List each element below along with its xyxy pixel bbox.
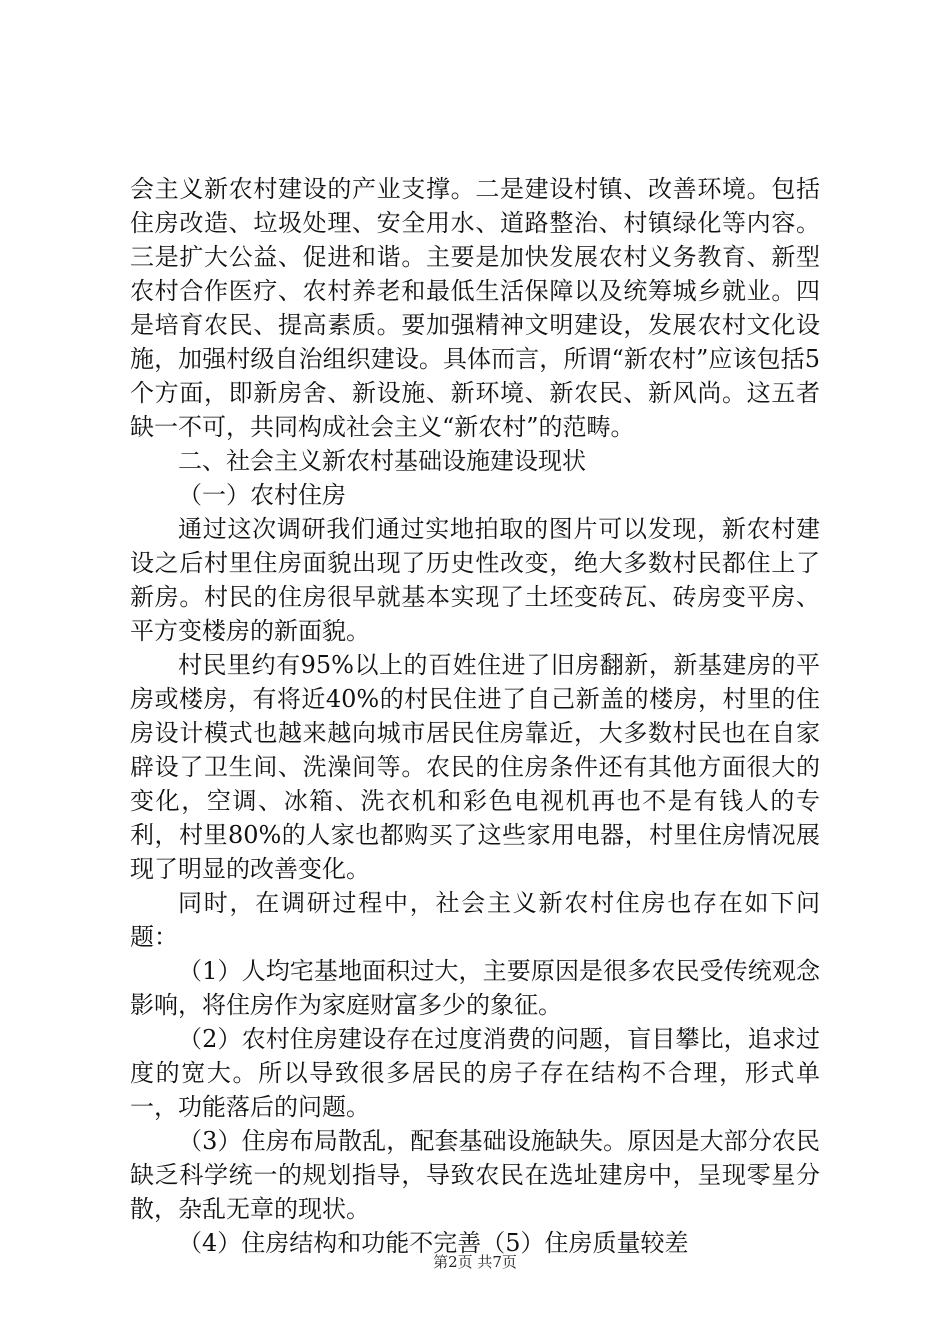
- document-body: [130, 172, 820, 1260]
- list-item: （3）住房布局散乱，配套基础设施缺失。原因是大部分农民缺乏科学统一的规划指导，导致农民在选址建房中，呈现零星分散，杂乱无章的现状。: [130, 1127, 820, 1223]
- paragraph-continuation: 会主义新农村建设的产业支撑。二是建设村镇、改善环境。包括住房改造、垃圾处理、安全用水、道路整治、村镇绿化等内容。三是扩大公益、促进和谐。主要是加快发展农村义务教育、新型农村合作医疗、农村养老和最低生活保障以及统筹城乡就业。四是培育农民、提高素质。要加强精神文明建设，发展农村文化设施，加强村级自治组织建设。具体而言，所谓“新农村”应该包括5个方面，即新房舍、新设施、新环境、新农民、新风尚。这五者缺一不可，共同构成社会主义“新农村”的范畴。: [130, 175, 820, 441]
- subsection-heading: （一）农村住房: [178, 481, 346, 509]
- list-item: （2）农村住房建设存在过度消费的问题，盲目攀比，追求过度的宽大。所以导致很多居民的房子存在结构不合理，形式单一，功能落后的问题。: [130, 1025, 820, 1121]
- paragraph: 同时，在调研过程中，社会主义新农村住房也存在如下问题：: [130, 889, 820, 951]
- paragraph: 村民里约有95%以上的百姓住进了旧房翻新，新基建房的平房或楼房，有将近40%的村民住进了自己新盖的楼房，村里的住房设计模式也越来越向城市居民住房靠近，大多数村民也在自家辟设了卫生间、洗澡间等。农民的住房条件还有其他方面很大的变化，空调、冰箱、洗衣机和彩色电视机再也不是有钱人的专利，村里80%的人家也都购买了这些家用电器，村里住房情况展现了明显的改善变化。: [130, 651, 820, 883]
- list-item: （1）人均宅基地面积过大，主要原因是很多农民受传统观念影响，将住房作为家庭财富多少的象征。: [130, 957, 820, 1019]
- paragraph: 通过这次调研我们通过实地拍取的图片可以发现，新农村建设之后村里住房面貌出现了历史性改变，绝大多数村民都住上了新房。村民的住房很早就基本实现了土坯变砖瓦、砖房变平房、平方变楼房的新面貌。: [130, 515, 820, 645]
- section-heading: 二、社会主义新农村基础设施建设现状: [178, 447, 586, 475]
- list-item: （4）住房结构和功能不完善（5）住房质量较差: [178, 1229, 689, 1257]
- page-number-footer: 第2页 共7页: [433, 1253, 517, 1271]
